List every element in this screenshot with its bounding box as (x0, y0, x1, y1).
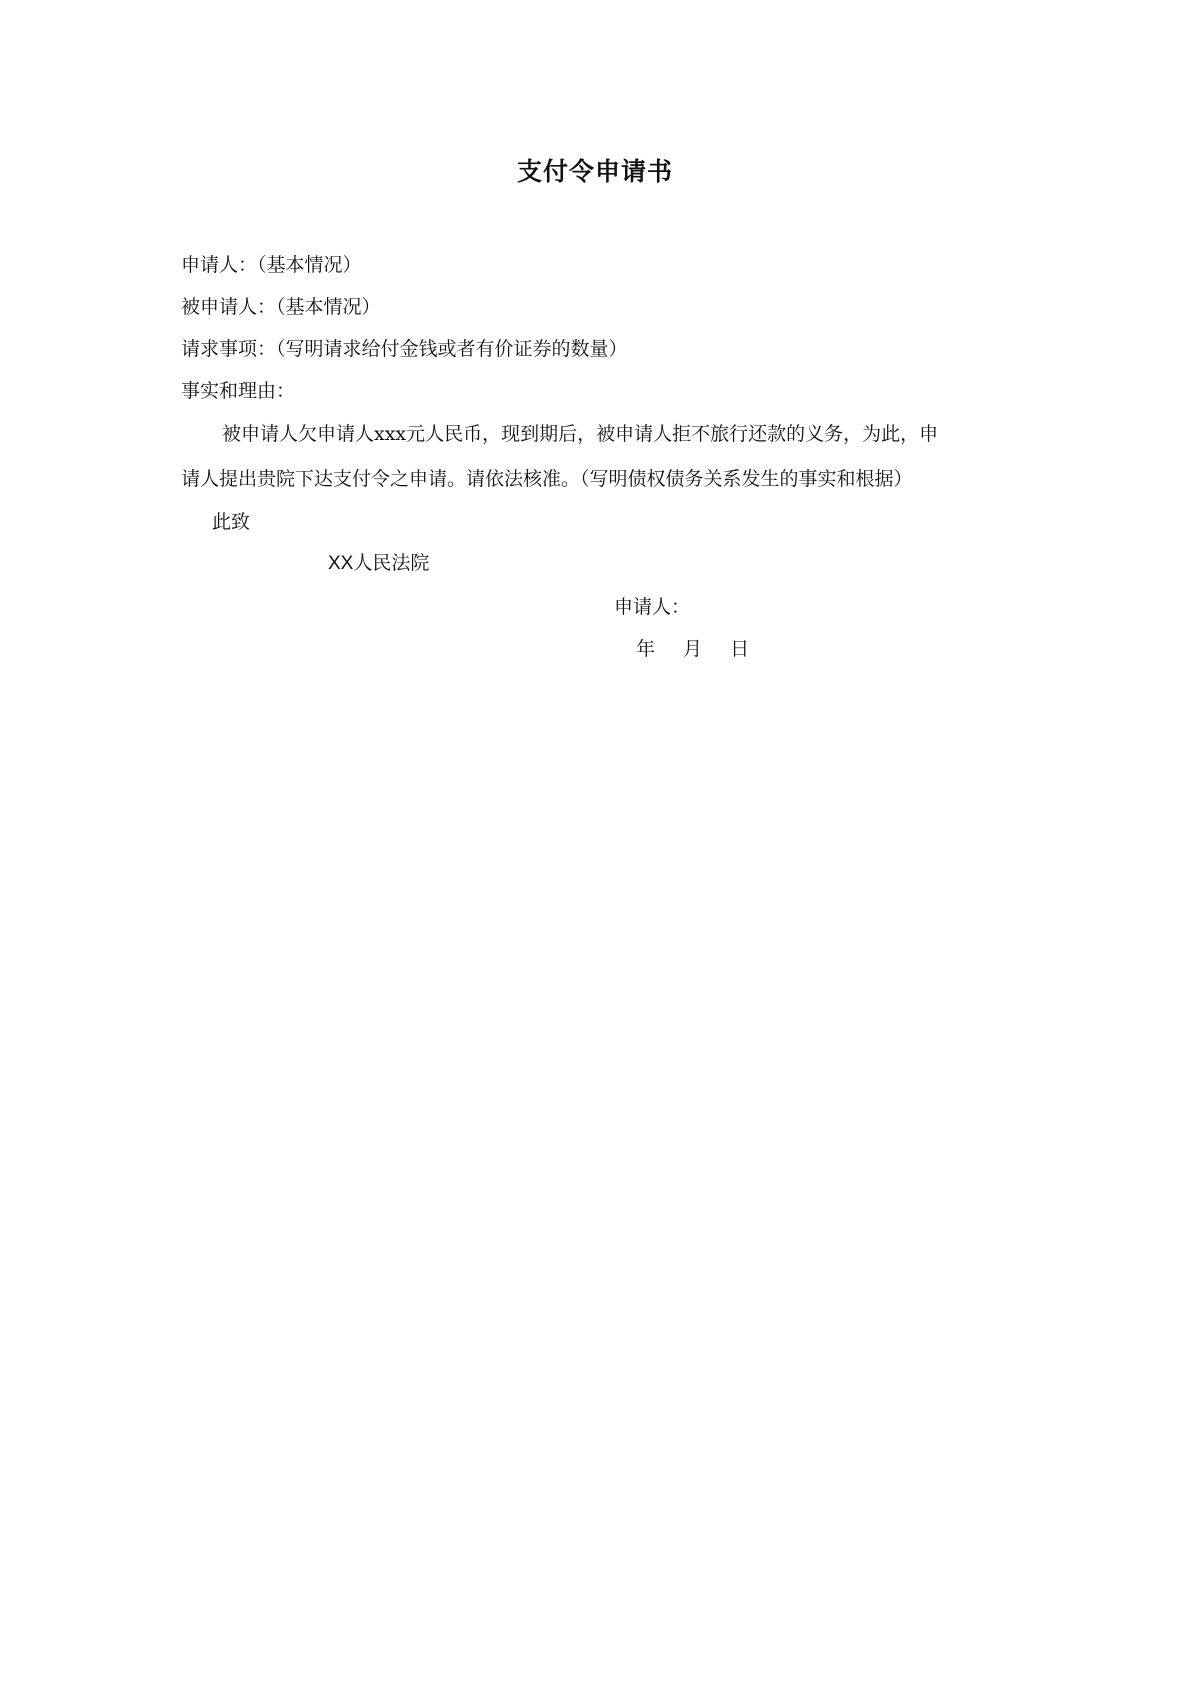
court-name: XX人民法院 (328, 553, 430, 574)
date-month: 月 (683, 638, 703, 660)
facts-body-line-1: 被申请人欠申请人xxx元人民币，现到期后，被申请人拒不旅行还款的义务，为此，申 (222, 423, 939, 445)
respondent-line: 被申请人：（基本情况） (181, 296, 381, 318)
date-year: 年 (636, 638, 656, 660)
document-title: 支付令申请书 (516, 157, 673, 186)
signature-label: 申请人： (614, 596, 691, 618)
date-day: 日 (730, 638, 750, 660)
date-line (636, 636, 749, 662)
claims-line: 请求事项：（写明请求给付金钱或者有价证券的数量） (181, 338, 628, 360)
facts-body-line-2: 请人提出贵院下达支付令之申请。请依法核准。（写明债权债务关系发生的事实和根据） (181, 468, 913, 490)
salutation: 此致 (212, 511, 251, 533)
facts-heading: 事实和理由： (181, 380, 296, 402)
applicant-line: 申请人：（基本情况） (181, 254, 362, 276)
